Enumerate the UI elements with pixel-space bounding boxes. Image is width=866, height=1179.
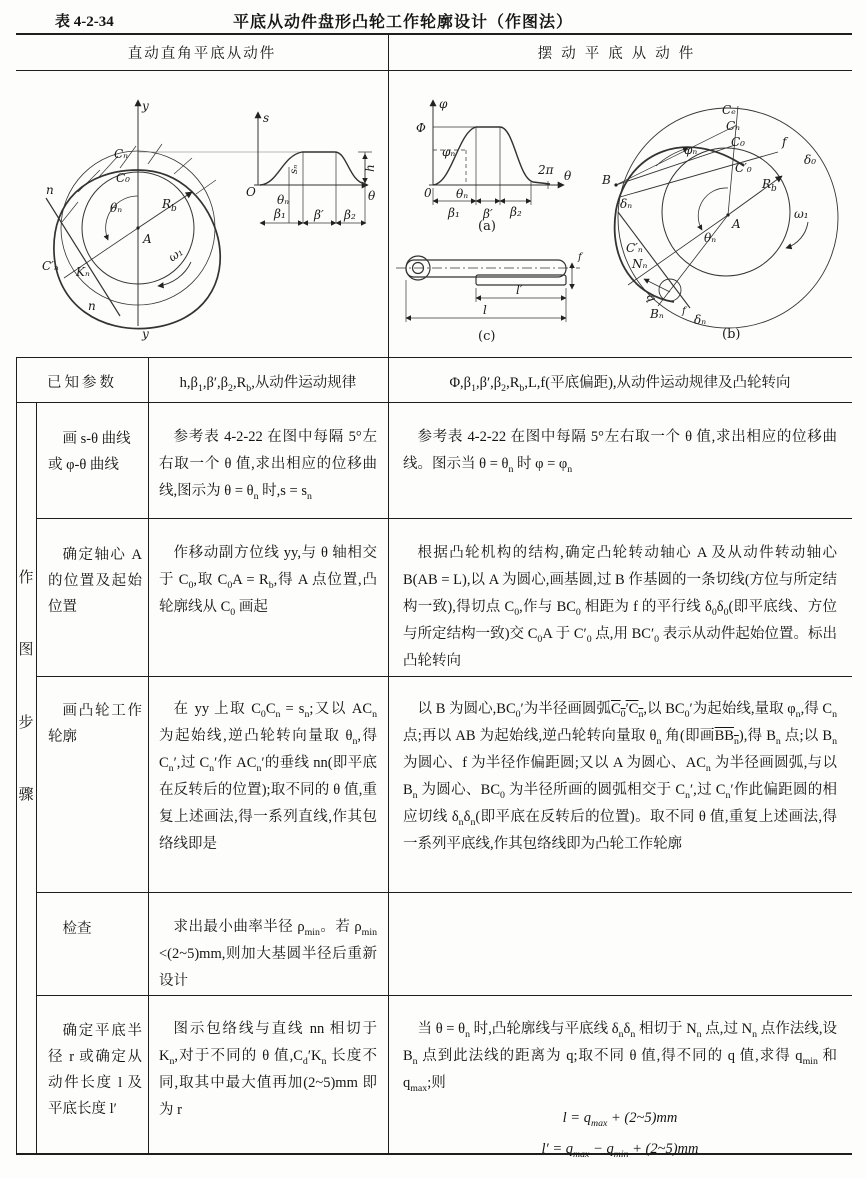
axis-label-y-bottom: y bbox=[142, 327, 149, 341]
point-label-cn: Cₙ bbox=[114, 147, 129, 161]
label-theta-n-a: θₙ bbox=[456, 187, 469, 201]
label-delta0: δ₀ bbox=[804, 153, 817, 167]
omega1-label-b: ω₁ bbox=[794, 207, 809, 221]
caption-a: (a) bbox=[478, 219, 496, 234]
radius-label-rb-b: $R_b$ bbox=[762, 177, 777, 194]
label-f-c: f bbox=[578, 252, 582, 263]
step1-right-cell: 参考表 4-2-22 在图中每隔 5°左右取一个 θ 值,求出相应的位移曲线。图示当 $\theta = \theta_n$ 时 $\varphi = \varphi_n$ bbox=[403, 429, 837, 475]
label-zero: 0 bbox=[424, 186, 432, 200]
label-f-top: f bbox=[782, 135, 787, 149]
label-delta-n-bottom: δₙ bbox=[694, 313, 707, 327]
axis-label-s: s bbox=[263, 111, 270, 125]
label-beta1-a: β₁ bbox=[448, 206, 460, 220]
label-beta2: β₂ bbox=[344, 208, 356, 222]
step1-left-cell: 参考表 4-2-22 在图中每隔 5°左右取一个 θ 值,求出相应的位移曲线,图示为 $\theta = \theta_n$ 时$,s = s_n$ bbox=[159, 429, 377, 502]
step5-right-cell bbox=[388, 1016, 852, 1165]
point-label-ce: Cₑ bbox=[722, 103, 736, 117]
known-params-left: $h,\beta_1,\beta',\beta_2,R_b$,从动件运动规律 bbox=[179, 375, 357, 394]
step5-right-text: 当 $\theta = \theta_n$ 时,凸轮廓线与平底线 $\delta_n\delta_n$ 相切于 $N_n$ 点,过 $N_n$ 点作法线,设 $B_n$ 点到此法线的距离为 q;取不同 θ 值,得不同的 q 值,求得 $q_{min}$ 和 $q_{max}$;则 bbox=[403, 1021, 838, 1094]
point-label-a-b: A bbox=[732, 217, 741, 231]
label-delta-n-top: δₙ bbox=[620, 197, 633, 211]
axis-label-y-top: y bbox=[142, 99, 149, 113]
caption-c: (c) bbox=[478, 329, 496, 344]
point-label-b: B bbox=[602, 173, 611, 187]
label-f-bottom: f bbox=[682, 306, 686, 317]
formula-l: $l = q_{max}$ + (2~5)mm bbox=[562, 1110, 678, 1129]
steps-label-char: 骤 bbox=[18, 786, 34, 803]
label-beta1: β₁ bbox=[274, 207, 286, 221]
point-label-nn: Nₙ bbox=[632, 257, 648, 271]
point-label-c0-prime: C′₀ bbox=[735, 161, 752, 175]
point-label-c0: C₀ bbox=[116, 171, 130, 185]
point-label-kn: Kₙ bbox=[76, 265, 90, 279]
label-2pi: 2π bbox=[538, 163, 554, 177]
table-number: 表 4-2-34 bbox=[55, 14, 114, 30]
rule bbox=[36, 518, 852, 519]
label-h: h bbox=[363, 164, 377, 172]
label-q: q bbox=[643, 290, 660, 305]
steps-label-char: 图 bbox=[18, 642, 34, 659]
steps-label-char: 作 bbox=[18, 570, 34, 586]
point-label-cn-prime-b: C′ₙ bbox=[626, 241, 643, 255]
rule bbox=[16, 357, 852, 358]
page-title: 平底从动件盘形凸轮工作轮廓设计（作图法） bbox=[232, 14, 573, 31]
point-label-cn-prime: C′ₙ bbox=[42, 259, 59, 273]
step5-left-cell: 图示包络线与直线 nn 相切于 $K_n$,对于不同的 θ 值$,C_d'K_n$ 长度不同,取其中最大值再加(2~5)mm 即为 r bbox=[159, 1021, 377, 1118]
point-label-bn: Bₙ bbox=[650, 307, 664, 321]
diagram-translating-flat-follower bbox=[16, 70, 388, 357]
steps-label-char: 步 bbox=[18, 714, 34, 731]
axis-label-phi: φ bbox=[439, 97, 448, 111]
label-beta-prime: β′ bbox=[314, 208, 324, 222]
point-label-a: A bbox=[143, 232, 152, 246]
step4-left-cell: 求出最小曲率半径 $\rho_{min}$。若 $\rho_{min}$ <(2~5)mm,则加大基圆半径后重新设计 bbox=[159, 919, 377, 989]
rule bbox=[16, 402, 852, 403]
step3-left-cell: 在 yy 上取 $C_0C_n = s_n$;又以 $AC_n$ 为起始线,逆凸轮转向量取 $\theta_n$,得 $C_n'$,过 $C_n'$作 $AC_n'$的垂线 nn(即平底在反转后的位置);取不同的 θ 值,重复上述画法,得一系列直线,作其包络线即是 bbox=[159, 701, 378, 852]
label-phi-max: Φ bbox=[416, 121, 426, 135]
step-name-draw-profile: 画凸轮工作轮廓 bbox=[48, 703, 142, 745]
step2-right-cell: 根据凸轮机构的结构,确定凸轮转动轴心 A 及从动件转动轴心 B(AB = L),以 A 为圆心,画基圆,过 B 作基圆的一条切线(方位与所定结构一致),得切点 $C_0$,作与 $BC_0$ 相距为 f 的平行线 $\delta_0\delta_0$(即平底线、方位与所定结构一致)交 $C_0A$ 于 $C'_0$ 点,用 $BC'_0$ 表示从动件起始位置。标出凸轮转向 bbox=[403, 545, 838, 669]
step-name-check: 检查 bbox=[62, 921, 92, 937]
step-name-locate-axis: 确定轴心 A 的位置及起始位置 bbox=[48, 547, 142, 615]
label-beta-prime-a: β′ bbox=[483, 207, 493, 221]
rule bbox=[36, 892, 852, 893]
angle-label-theta-n: θₙ bbox=[110, 201, 123, 215]
step3-right-cell: 以 B 为圆心$,BC_0'$为半径画圆弧$C_0'C_n$,以 $BC_0'$为起始线,量取 $\varphi_n$,得 $C_n$ 点;再以 AB 为起始线,逆凸轮转向量取 $\theta_n$ 角(即画$BB_n$),得 $B_n$ 点;以 $B_n$ 为圆心、f 为半径作偏距圆;又以 A 为圆心、$AC_n$ 为半径画圆弧,与以 $B_n$ 为圆心、$BC_0$ 为半径所画的圆弧相交于 $C_n'$,过 $C_n'$作此偏距圆的相应切线 $\delta_n\delta_n$(即平底在反转后的位置)。取不同 θ 值,重复上述画法,得一系列平底线,作其包络线即为凸轮工作轮廓 bbox=[403, 701, 838, 852]
rule bbox=[36, 995, 852, 996]
point-label-c0-b: C₀ bbox=[731, 135, 745, 149]
axis-label-theta-a: θ bbox=[564, 169, 572, 183]
rule bbox=[36, 676, 852, 677]
diagram-oscillating-flat-follower bbox=[388, 70, 852, 357]
label-l-prime: l′ bbox=[516, 283, 523, 297]
point-label-cn-b: Cₙ bbox=[726, 119, 741, 133]
known-params-right: $\Phi,\beta_1,\beta',\beta_2,R_b,L,f$(平底偏距),从动件运动规律及凸轮转向 bbox=[449, 375, 791, 394]
label-phi-n: φₙ bbox=[442, 145, 456, 159]
line-label-n-lower: n bbox=[88, 299, 96, 313]
line-label-n-upper: n bbox=[46, 183, 54, 197]
caption-b: (b) bbox=[722, 327, 741, 342]
label-phi-n-b: φₙ bbox=[684, 143, 698, 157]
step2-left-cell: 作移动副方位线 yy,与 θ 轴相交于 $C_0$,取 $C_0A = R_b$,得 A 点位置,凸轮廓线从 $C_0$ 画起 bbox=[159, 545, 378, 618]
label-theta-n-plot: θₙ bbox=[277, 193, 290, 207]
radius-label-rb: $R_b$ bbox=[162, 197, 177, 214]
axis-label-theta: θ bbox=[368, 189, 376, 203]
step-name-draw-curve: 画 s-θ 曲线 或 φ-θ 曲线 bbox=[48, 431, 131, 473]
steps-vertical-label bbox=[16, 566, 36, 804]
column-header-translating-follower: 直动直角平底从动件 bbox=[127, 46, 277, 62]
formula-l-prime: $l' = q_{max} - q_{min}$ + (2~5)mm bbox=[541, 1141, 699, 1160]
step-name-flat-size: 确定平底半径 r 或确定从动件长度 l 及平底长度 l′ bbox=[48, 1023, 142, 1117]
label-theta-n-b: θₙ bbox=[704, 231, 717, 245]
origin-label-o: O bbox=[246, 185, 256, 199]
omega1-label: ω₁ bbox=[165, 244, 186, 265]
table-top-border bbox=[16, 33, 852, 35]
label-sn: sₙ bbox=[289, 164, 300, 174]
label-l: l bbox=[483, 303, 487, 317]
known-params-label: 已知参数 bbox=[47, 375, 117, 391]
label-beta2-a: β₂ bbox=[510, 205, 522, 219]
column-header-oscillating-follower: 摆动平底从动件 bbox=[537, 46, 703, 62]
